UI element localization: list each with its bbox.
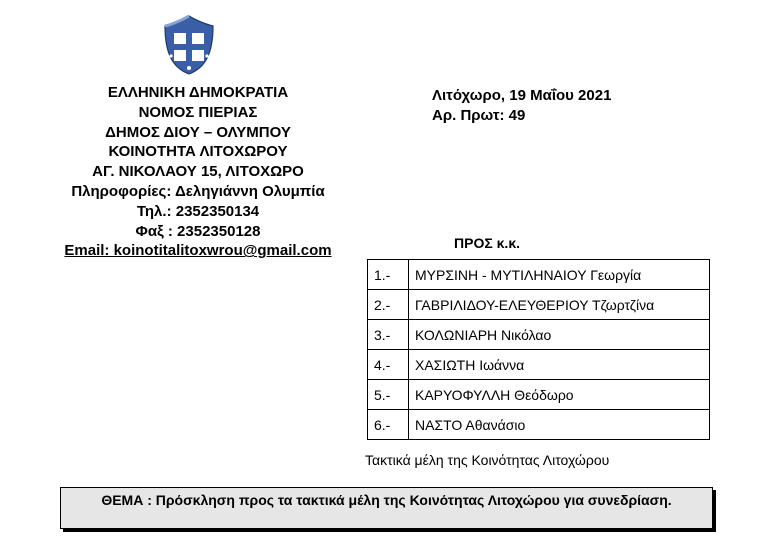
community-name: ΚΟΙΝΟΤΗΤΑ ΛΙΤΟΧΩΡΟΥ	[108, 143, 288, 161]
municipality-name: ΔΗΜΟΣ ΔΙΟΥ – ΟΛΥΜΠΟΥ	[105, 123, 291, 141]
recipient-name: ΝΑΣΤΟ Αθανάσιο	[409, 410, 710, 440]
recipient-name: ΓΑΒΡΙΛΙΔΟΥ-ΕΛΕΥΘΕΡΙΟΥ Τζωρτζίνα	[409, 290, 710, 320]
table-row	[368, 380, 710, 410]
table-row	[368, 410, 710, 440]
address: ΑΓ. ΝΙΚΟΛΑΟΥ 15, ΛΙΤΟΧΩΡΟ	[92, 163, 304, 181]
email-link[interactable]: Email: koinotitalitoxwrou@gmail.com	[64, 242, 332, 260]
recipients-caption: Τακτικά μέλη της Κοινότητας Λιτοχώρου	[365, 452, 610, 468]
document-meta	[432, 86, 611, 126]
row-number: 4.-	[368, 350, 409, 380]
subject-box: ΘΕΜΑ : Πρόσκληση προς τα τακτικά μέλη της Κοινότητας Λιτοχώρου για συνεδρίαση.	[60, 487, 713, 529]
recipient-name: ΜΥΡΣΙΝΗ - ΜΥΤΙΛΗΝΑΙΟΥ Γεωργία	[409, 260, 710, 290]
phone: Τηλ.: 2352350134	[136, 202, 260, 220]
issuer-header	[40, 83, 356, 261]
country-name: ΕΛΛΗΝΙΚΗ ΔΗΜΟΚΡΑΤΙΑ	[107, 84, 289, 101]
row-number: 5.-	[368, 380, 409, 410]
recipient-name: ΚΑΡΥΟΦΥΛΛΗ Θεόδωρο	[409, 380, 710, 410]
contact-person: Πληροφορίες: Δεληγιάννη Ολυμπία	[71, 182, 325, 200]
table-row	[368, 260, 710, 290]
table-row	[368, 320, 710, 350]
recipient-name: ΧΑΣΙΩΤΗ Ιωάννα	[409, 350, 710, 380]
fax: Φαξ : 2352350128	[135, 222, 261, 240]
prefecture-name: ΝΟΜΟΣ ΠΙΕΡΙΑΣ	[138, 103, 258, 121]
row-number: 2.-	[368, 290, 409, 320]
table-row	[368, 350, 710, 380]
recipients-table	[367, 259, 710, 440]
greek-coat-of-arms-icon	[159, 14, 219, 76]
table-row	[368, 290, 710, 320]
row-number: 3.-	[368, 320, 409, 350]
row-number: 1.-	[368, 260, 409, 290]
protocol-number: Αρ. Πρωτ: 49	[432, 107, 526, 124]
recipients-label: ΠΡΟΣ κ.κ.	[454, 235, 521, 251]
place-date: Λιτόχωρο, 19 Μαΐου 2021	[432, 87, 612, 104]
recipient-name: ΚΟΛΩΝΙΑΡΗ Νικόλαο	[409, 320, 710, 350]
row-number: 6.-	[368, 410, 409, 440]
